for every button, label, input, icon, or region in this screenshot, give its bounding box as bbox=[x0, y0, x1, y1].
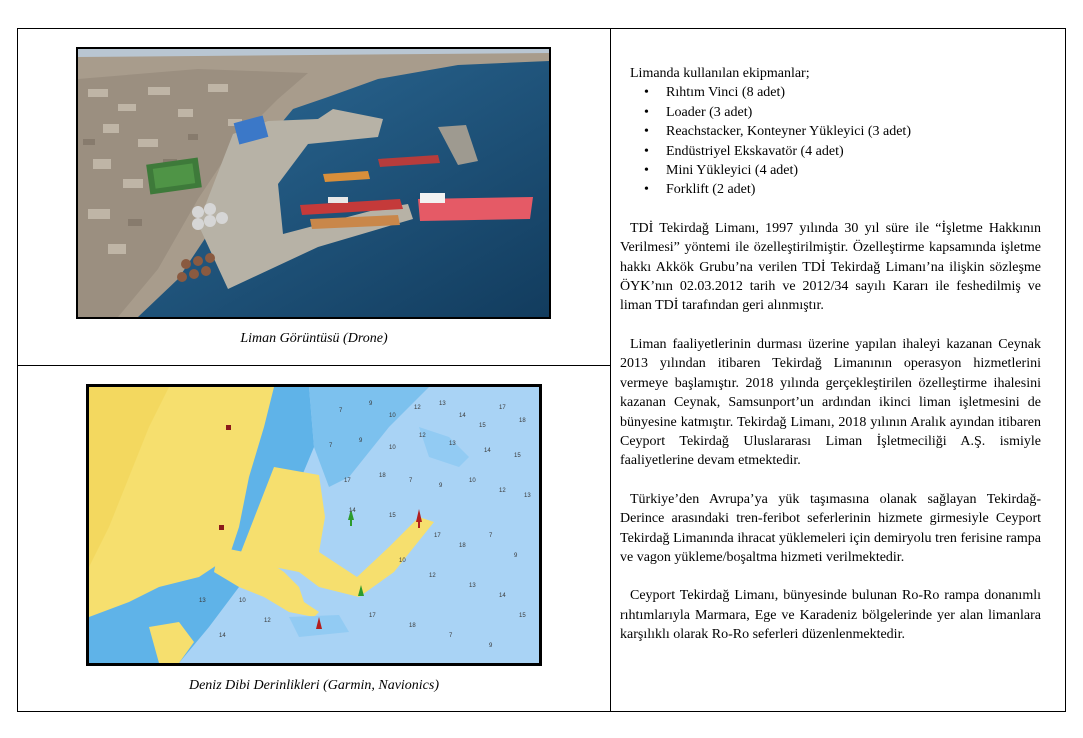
depth-sounding: 15 bbox=[514, 453, 521, 459]
list-item: • Rıhtım Vinci (8 adet) bbox=[666, 83, 1041, 102]
depth-sounding: 14 bbox=[484, 448, 491, 454]
depth-sounding: 12 bbox=[419, 433, 426, 439]
depth-sounding: 15 bbox=[479, 423, 486, 429]
depth-sounding: 10 bbox=[389, 445, 396, 451]
paragraph-privatization: TDİ Tekirdağ Limanı, 1997 yılında 30 yıl süre ile “İşletme Hakkının Verilmesi” yöntemi ile özelleştirilmiştir. Özelleştirme kapsamında işletme hakkı Akkök Grubu’na verilen TDİ Tekirdağ Limanı’na ilişkin sözleşme ÖYK’nın 02.03.2012 tarih ve 2012/34 sayılı Kararı ile feshedilmiş ve liman TDİ tarafından geri alınmıştır. bbox=[620, 220, 1041, 314]
list-item: • Mini Yükleyici (4 adet) bbox=[666, 161, 1041, 180]
depth-chart bbox=[86, 384, 542, 666]
depth-sounding: 7 bbox=[339, 408, 343, 414]
depth-sounding: 18 bbox=[379, 473, 386, 479]
depth-sounding: 12 bbox=[499, 488, 506, 494]
depth-sounding: 9 bbox=[439, 483, 443, 489]
depth-sounding: 17 bbox=[344, 478, 351, 484]
depth-sounding: 10 bbox=[399, 558, 406, 564]
column-divider bbox=[610, 28, 611, 712]
port-description bbox=[620, 64, 1041, 645]
equipment-list bbox=[620, 83, 1041, 199]
depth-sounding: 15 bbox=[389, 513, 396, 519]
depth-sounding: 18 bbox=[409, 623, 416, 629]
depth-sounding: 17 bbox=[434, 533, 441, 539]
list-item: • Endüstriyel Ekskavatör (4 adet) bbox=[666, 142, 1041, 161]
depth-sounding: 9 bbox=[359, 438, 363, 444]
depth-sounding: 13 bbox=[524, 493, 531, 499]
depth-sounding: 13 bbox=[449, 441, 456, 447]
depth-sounding: 14 bbox=[349, 508, 356, 514]
equipment-heading: Limanda kullanılan ekipmanlar; bbox=[630, 66, 810, 81]
depth-sounding: 7 bbox=[489, 533, 493, 539]
photo-caption: Liman Görüntüsü (Drone) bbox=[240, 331, 388, 346]
depth-sounding: 9 bbox=[514, 553, 518, 559]
depth-sounding: 10 bbox=[239, 598, 246, 604]
depth-sounding: 14 bbox=[219, 633, 226, 639]
depth-sounding: 13 bbox=[439, 401, 446, 407]
depth-sounding: 10 bbox=[389, 413, 396, 419]
depth-sounding: 14 bbox=[459, 413, 466, 419]
list-item: • Loader (3 adet) bbox=[666, 103, 1041, 122]
list-item: • Forklift (2 adet) bbox=[666, 180, 1041, 199]
paragraph-train-ferry: Türkiye’den Avrupa’ya yük taşımasına olanak sağlayan Tekirdağ-Derince arasındaki tren-feribot seferlerinin hizmete girmesiyle Ceyport Tekirdağ Limanında ihracat yüklemeleri için demiryolu tren ferisine rampa ve vagon yükleme/boşaltma hizmeti verilmektedir. bbox=[620, 491, 1041, 565]
depth-sounding: 14 bbox=[499, 593, 506, 599]
paragraph-roro: Ceyport Tekirdağ Limanı, bünyesinde bulunan Ro-Ro rampa donanımlı rıhtımlarıyla Marmara, Ege ve Karadeniz bölgelerinde yer alan limanlara karşılıklı olarak Ro-Ro seferleri düzenlenmektedir. bbox=[620, 588, 1041, 643]
depth-sounding: 17 bbox=[499, 405, 506, 411]
chart-caption: Deniz Dibi Derinlikleri (Garmin, Navionics) bbox=[188, 678, 440, 693]
depth-sounding: 13 bbox=[199, 598, 206, 604]
depth-sounding: 10 bbox=[469, 478, 476, 484]
paragraph-ceynak: Liman faaliyetlerinin durması üzerine yapılan ihaleyi kazanan Ceynak 2013 yılından itibaren Tekirdağ Limanının operasyon hizmetlerini vermeye başlamıştır. 2018 yılında gerçekleştirilen özelleştirme ihalesini kazanan Ceynak, Samsunport’un ardından ikinci liman işletmesini de bünyesine katmıştır. Tekirdağ Limanı, 2018 yılının Aralık ayından itibaren Ceyport Tekirdağ Uluslararası Liman İşletmeciliği A.Ş. ismiyle faaliyetlerine devam etmektedir. bbox=[620, 336, 1041, 469]
row-divider bbox=[17, 365, 611, 366]
depth-sounding: 15 bbox=[519, 613, 526, 619]
depth-sounding: 9 bbox=[369, 401, 373, 407]
depth-sounding: 7 bbox=[409, 478, 413, 484]
depth-sounding: 7 bbox=[449, 633, 453, 639]
depth-sounding: 12 bbox=[429, 573, 436, 579]
port-drone-photo bbox=[76, 47, 551, 319]
depth-sounding: 12 bbox=[414, 405, 421, 411]
depth-sounding: 7 bbox=[329, 443, 333, 449]
depth-sounding: 17 bbox=[369, 613, 376, 619]
depth-sounding: 18 bbox=[519, 418, 526, 424]
depth-sounding: 18 bbox=[459, 543, 466, 549]
list-item: • Reachstacker, Konteyner Yükleyici (3 adet) bbox=[666, 122, 1041, 141]
depth-sounding: 12 bbox=[264, 618, 271, 624]
depth-sounding: 13 bbox=[469, 583, 476, 589]
depth-sounding: 9 bbox=[489, 643, 493, 649]
